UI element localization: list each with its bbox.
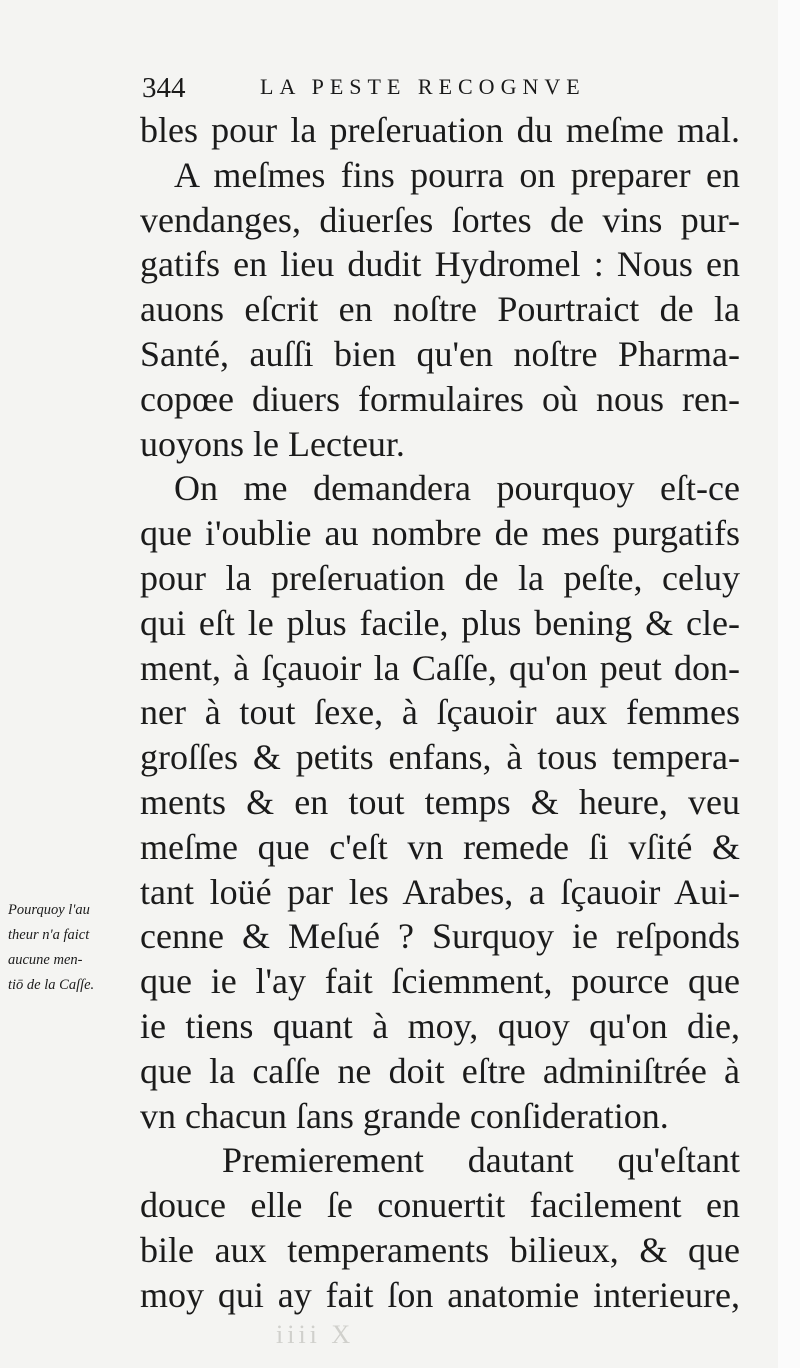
text-line: ie tiens quant à moy, quoy qu'on die, bbox=[140, 1005, 740, 1046]
text-line: uoyons le Lecteur. bbox=[140, 423, 405, 464]
text-line: que ie l'ay fait ſciemment, pource que bbox=[140, 961, 740, 1002]
page-header bbox=[142, 70, 742, 110]
text-line: A meſmes fins pourra on preparer en bbox=[174, 154, 740, 195]
text-line: gatifs en lieu dudit Hydromel : Nous en bbox=[140, 244, 740, 285]
margin-note-line: tiō de la Caſſe. bbox=[8, 977, 95, 993]
text-line: bile aux temperaments bilieux, & que bbox=[140, 1229, 740, 1270]
margin-note-line: aucune men- bbox=[8, 952, 83, 968]
text-line: Premierement dautant qu'eſtant bbox=[222, 1140, 740, 1181]
text-line: ments & en tout temps & heure, veu bbox=[140, 781, 740, 822]
text-line: auons eſcrit en noſtre Pourtraict de la bbox=[140, 289, 740, 330]
page-number: 344 bbox=[142, 72, 186, 104]
text-line: moy qui ay fait ſon anatomie interieure, bbox=[140, 1274, 740, 1315]
text-line: ment, à ſçauoir la Caſſe, qu'on peut don- bbox=[140, 647, 740, 688]
text-line: vn chacun ſans grande conſideration. bbox=[140, 1095, 669, 1136]
text-line: que i'oublie au nombre de mes purgatifs bbox=[140, 513, 740, 554]
text-line: que la caſſe ne doit eſtre adminiſtrée à bbox=[140, 1050, 740, 1091]
text-line: bles pour la preſeruation du meſme mal. bbox=[140, 110, 740, 150]
text-line: Santé, auſſi bien qu'en noſtre Pharma- bbox=[140, 333, 740, 374]
text-line: cenne & Meſué ? Surquoy ie reſponds bbox=[140, 916, 740, 957]
text-line: On me demandera pourquoy eſt-ce bbox=[174, 468, 740, 509]
page-gutter bbox=[778, 0, 800, 1368]
margin-note-line: Pourquoy l'au bbox=[8, 902, 90, 918]
text-line: copœe diuers formulaires où nous ren- bbox=[140, 378, 740, 419]
text-line: ner à tout ſexe, à ſçauoir aux femmes bbox=[140, 692, 740, 733]
text-line: tant loüé par les Arabes, a ſçauoir Aui- bbox=[140, 871, 740, 912]
text-line: douce elle ſe conuertit facilement en bbox=[140, 1185, 740, 1226]
signature-mark: iiii X bbox=[276, 1320, 355, 1349]
text-line: pour la preſeruation de la peſte, celuy bbox=[140, 557, 740, 598]
body-text bbox=[140, 108, 740, 1318]
margin-note bbox=[8, 898, 158, 998]
running-title: LA PESTE RECOGNVE bbox=[260, 74, 586, 99]
text-line: groſſes & petits enfans, à tous tempera- bbox=[140, 737, 740, 778]
text-line: meſme que c'eſt vn remede ſi vſité & bbox=[140, 826, 740, 867]
margin-note-line: theur n'a faict bbox=[8, 927, 90, 943]
text-line: vendanges, diuerſes ſortes de vins pur- bbox=[140, 199, 740, 240]
text-line: qui eſt le plus facile, plus bening & cle- bbox=[140, 602, 740, 643]
